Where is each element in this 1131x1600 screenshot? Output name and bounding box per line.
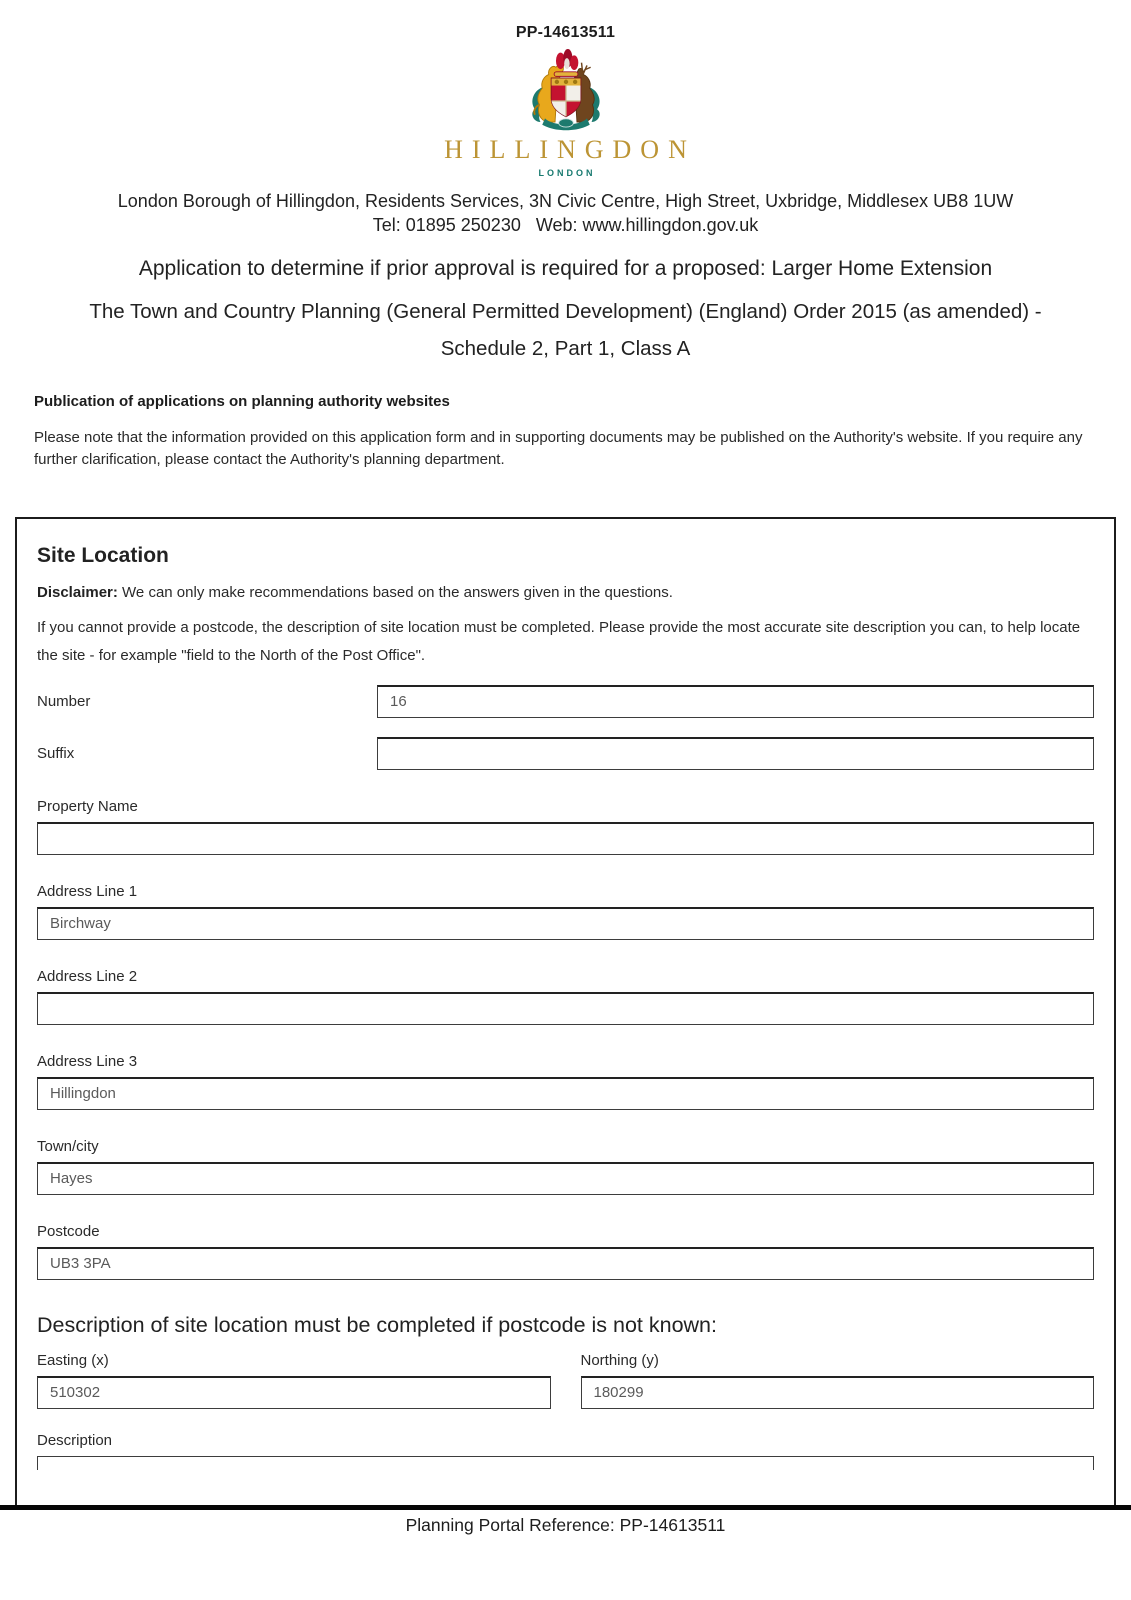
northing-field [581, 1352, 1095, 1409]
northing-input[interactable] [581, 1376, 1095, 1409]
address-line-3-input[interactable] [37, 1077, 1094, 1110]
number-field-row [37, 685, 1094, 718]
hillingdon-wordmark: HILLINGDON [444, 135, 696, 164]
authority-address: London Borough of Hillingdon, Residents Services, 3N Civic Centre, High Street, Uxbridge, Middlesex UB8 1UW [117, 191, 1014, 211]
description-requirement-heading: Description of site location must be completed if postcode is not known: [37, 1312, 717, 1337]
number-label: Number [37, 692, 91, 710]
authority-contact: Tel: 01895 250230 Web: www.hillingdon.gov.uk [372, 215, 759, 235]
property-name-field [37, 798, 1094, 855]
crest-container [0, 49, 1131, 133]
suffix-field-row [37, 737, 1094, 770]
disclaimer-body: We can only make recommendations based on the answers given in the questions. [122, 584, 673, 601]
disclaimer-label: Disclaimer: [37, 584, 118, 601]
address-line-1-label: Address Line 1 [37, 882, 138, 900]
address-line-3-label: Address Line 3 [37, 1052, 138, 1070]
london-wordmark: LONDON [538, 168, 596, 178]
easting-field [37, 1352, 551, 1409]
town-city-input[interactable] [37, 1162, 1094, 1195]
town-city-field [37, 1138, 1094, 1195]
address-line-1-field [37, 883, 1094, 940]
page-break-divider [0, 1505, 1131, 1510]
suffix-label: Suffix [37, 744, 75, 762]
address-line-2-field [37, 968, 1094, 1025]
disclaimer-text [37, 584, 1094, 601]
document-title: Application to determine if prior approval is required for a proposed: Larger Home Extension [138, 257, 993, 280]
publication-heading: Publication of applications on planning authority websites [34, 392, 450, 410]
page-header [0, 0, 1131, 368]
suffix-input[interactable] [377, 737, 1094, 770]
planning-portal-reference: Planning Portal Reference: PP-14613511 [405, 1515, 726, 1535]
northing-label: Northing (y) [580, 1351, 659, 1369]
document-subtitle: The Town and Country Planning (General Permitted Development) (England) Order 2015 (as amended) - Schedule 2, Part 1, Class A [89, 300, 1042, 360]
publication-body: Please note that the information provided on this application form and in supporting documents may be published on the Authority's website. If you require any further clarification, please contact the Authority's planning department. [34, 428, 1083, 469]
easting-input[interactable] [37, 1376, 551, 1409]
address-line-2-label: Address Line 2 [37, 967, 138, 985]
property-name-input[interactable] [37, 822, 1094, 855]
application-reference: PP-14613511 [515, 24, 616, 41]
address-line-1-input[interactable] [37, 907, 1094, 940]
postcode-field [37, 1223, 1094, 1280]
address-line-3-field [37, 1053, 1094, 1110]
postcode-input[interactable] [37, 1247, 1094, 1280]
description-label: Description [37, 1431, 113, 1449]
property-name-label: Property Name [37, 797, 138, 815]
number-input[interactable] [377, 685, 1094, 718]
publication-note [34, 393, 1095, 472]
address-line-2-input[interactable] [37, 992, 1094, 1025]
easting-label: Easting (x) [37, 1351, 109, 1369]
hillingdon-coat-of-arms-icon [510, 49, 622, 133]
town-city-label: Town/city [37, 1137, 99, 1155]
postcode-label: Postcode [37, 1222, 100, 1240]
coordinates-row [37, 1352, 1094, 1409]
site-location-heading: Site Location [37, 544, 169, 567]
site-location-intro: If you cannot provide a postcode, the description of site location must be completed. Please provide the most accurate site description you can, to help locate the site - for example "field to the North of the Post Office". [37, 619, 1081, 664]
site-location-section [15, 517, 1116, 1505]
description-field [37, 1432, 1094, 1470]
description-input[interactable] [37, 1456, 1094, 1470]
